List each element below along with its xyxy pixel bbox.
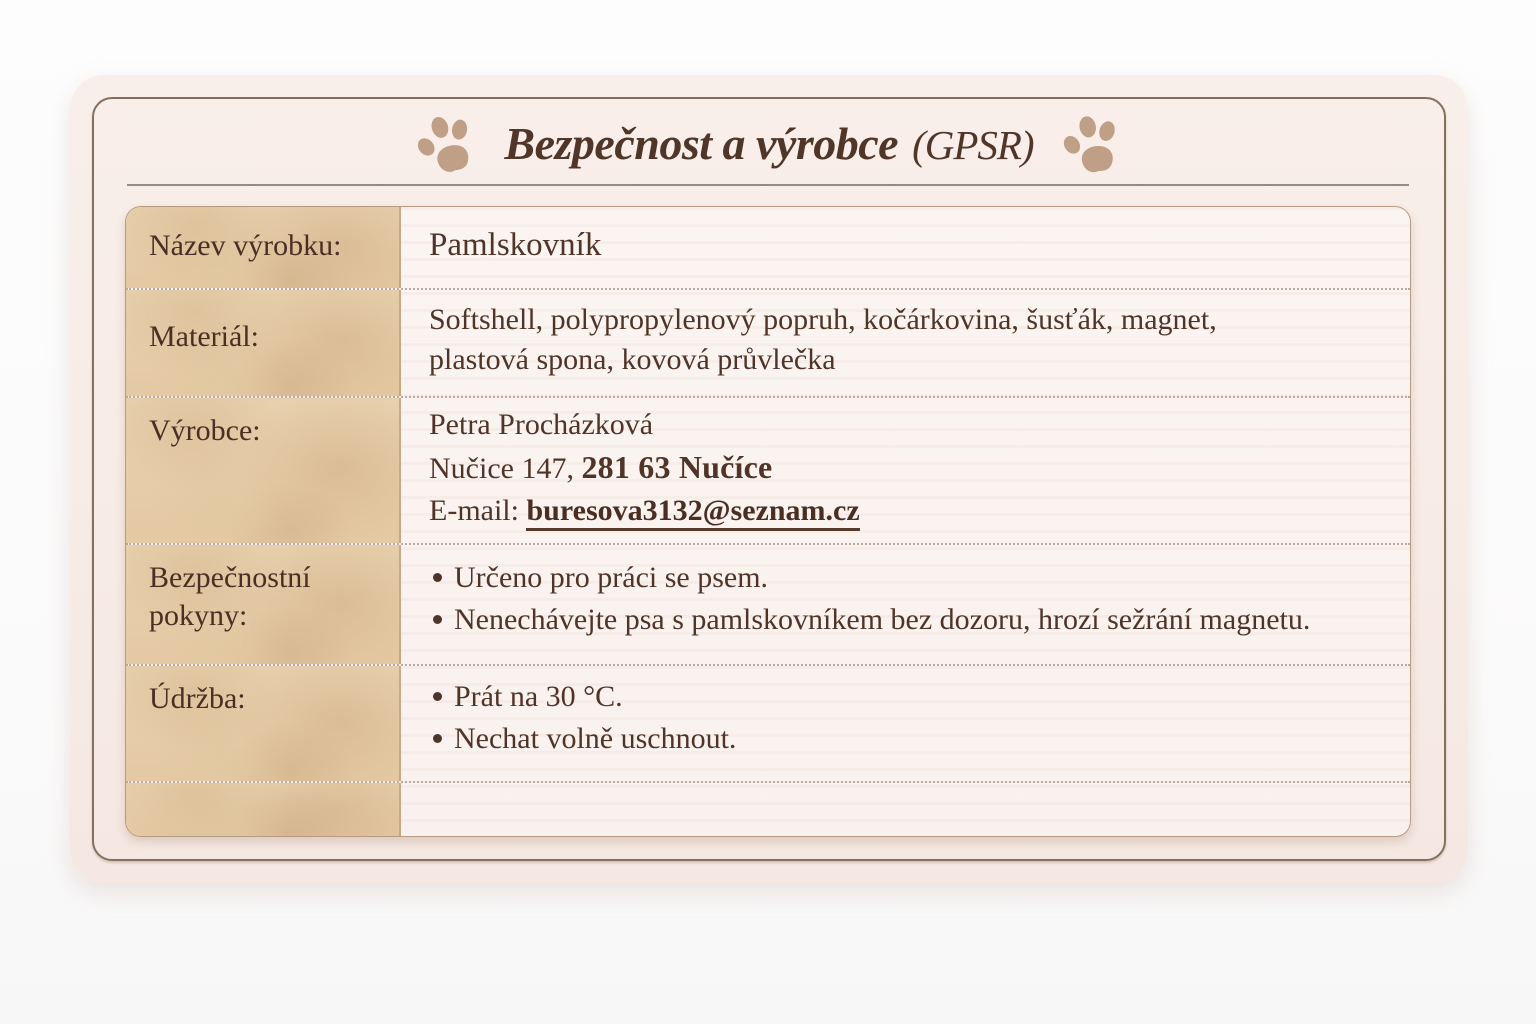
paw-print-icon: [409, 108, 484, 180]
row-label: Výrobce:: [126, 398, 401, 543]
row-value-material: [401, 290, 1410, 396]
row-value-product-name: [401, 207, 1410, 288]
paw-print-icon: [1057, 111, 1127, 177]
address-postal-city: 281 63 Nučíce: [581, 449, 773, 485]
row-value-empty: [401, 783, 1410, 836]
row-value-manufacturer: [401, 398, 1410, 543]
safety-bullet-list: [429, 557, 1400, 641]
table-row-empty: [126, 783, 1410, 836]
bullet-item: Určeno pro práci se psem.: [429, 557, 1400, 599]
table-row-manufacturer: [126, 398, 1410, 545]
table-row-product-name: [126, 207, 1410, 290]
table-row-maintenance: [126, 666, 1410, 783]
material-line: Softshell, polypropylenový popruh, kočárkovina, šusťák, magnet,: [429, 303, 1217, 336]
row-label: Bezpečnostní pokyny:: [126, 545, 401, 664]
card-header: [70, 111, 1468, 177]
product-safety-card: [70, 75, 1468, 883]
email-label: E-mail:: [429, 494, 527, 527]
row-label: Materiál:: [126, 290, 401, 396]
row-value-maintenance: [401, 666, 1410, 781]
product-info-table: [125, 206, 1411, 837]
maintenance-bullet-list: [429, 676, 1400, 760]
row-value-safety-instructions: [401, 545, 1410, 664]
email-link[interactable]: buresova3132@seznam.cz: [526, 494, 859, 531]
title-main: Bezpečnost a výrobce: [504, 118, 899, 169]
bullet-item: Nechat volně uschnout.: [429, 718, 1400, 760]
row-label-empty: [126, 783, 401, 836]
material-line: plastová spona, kovová průvlečka: [429, 343, 836, 376]
title-suffix: (GPSR): [912, 122, 1034, 168]
manufacturer-email-line: [429, 490, 1400, 532]
header-divider: [127, 184, 1409, 186]
row-label: Název výrobku:: [126, 207, 401, 288]
page-title: [504, 118, 1034, 169]
address-prefix: Nučice 147,: [429, 452, 582, 485]
manufacturer-address: [429, 446, 1400, 490]
product-name: Pamlskovník: [429, 227, 602, 263]
table-row-safety-instructions: [126, 545, 1410, 666]
table-row-material: [126, 290, 1410, 398]
row-label: Údržba:: [126, 666, 401, 781]
manufacturer-name: Petra Procházková: [429, 408, 654, 441]
bullet-item: Nenechávejte psa s pamlskovníkem bez dozoru, hrozí sežrání magnetu.: [429, 599, 1400, 641]
bullet-item: Prát na 30 °C.: [429, 676, 1400, 718]
